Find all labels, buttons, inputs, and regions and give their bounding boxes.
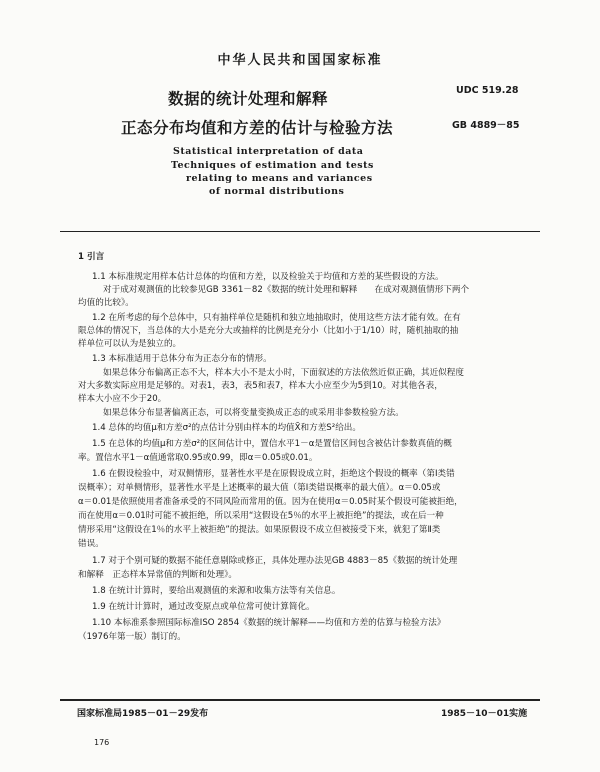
english-title-line: relating to means and variances xyxy=(186,173,373,184)
paragraph-line: 样本大小应不少于20。 xyxy=(78,394,167,404)
paragraph-line: 1.9 在统计计算时，通过改变原点或单位常可使计算简化。 xyxy=(92,602,315,612)
publisher-header: 中华人民共和国国家标准 xyxy=(217,53,383,68)
paragraph-line: 1.4 总体的均值μ和方差σ²的点估计分别由样本的均值X̄和方差S²给出。 xyxy=(92,423,361,433)
paragraph-line: 误概率）；对单侧情形，显著性水平是上述概率的最大值（第Ⅰ类错误概率的最大值）。α＝0.05或 xyxy=(78,483,441,493)
paragraph-line: 对大多数实际应用是足够的。对表1，表3，表5和表7，样本大小应至少为5到10。对其他各表， xyxy=(78,381,443,391)
english-title-line: of normal distributions xyxy=(209,186,345,197)
paragraph-line: 而在使用α＝0.01时可能不被拒绝，所以采用“这假设在5％的水平上被拒绝”的提法，或在后一种 xyxy=(78,511,444,521)
section-heading: 1 引言 xyxy=(78,252,105,262)
paragraph-line: 错误。 xyxy=(78,539,104,549)
effective-date: 1985－10－01实施 xyxy=(441,709,528,719)
paragraph-line: 1.6 在假设检验中，对双侧情形，显著性水平是在原假设成立时，拒绝这个假设的概率（第Ⅰ类错 xyxy=(92,469,455,479)
udc-code: UDC 519.28 xyxy=(456,85,519,96)
paragraph-line: 1.8 在统计计算时，要给出观测值的来源和收集方法等有关信息。 xyxy=(92,586,341,596)
paragraph-line: α＝0.01是依照使用者准备承受的不同风险而常用的值。因为在使用α＝0.05时某个假设可能被拒绝， xyxy=(78,497,463,507)
bottom-rule xyxy=(60,699,540,701)
paragraph-line: 情形采用“这假设在1％的水平上被拒绝”的提法。如果原假设不成立但被接受下来，就犯了第Ⅱ类 xyxy=(78,525,441,535)
paragraph-line: 1.2 在所考虑的每个总体中，只有抽样单位是随机和独立地抽取时，使用这些方法才能有效。在有 xyxy=(92,313,461,323)
paragraph-line: 和解释 正态样本异常值的判断和处理》。 xyxy=(78,570,237,580)
paragraph-line: 均值的比较》。 xyxy=(78,298,134,308)
paragraph-line: 如果总体分布显著偏离正态，可以将变量变换成正态的或采用非参数检验方法。 xyxy=(103,408,404,418)
english-title-line: Techniques of estimation and tests xyxy=(171,160,374,171)
top-rule xyxy=(60,231,540,232)
page-number: 176 xyxy=(94,738,110,747)
issue-date: 国家标准局1985－01－29发布 xyxy=(77,709,209,719)
paragraph-line: 1.5 在总体的均值μ和方差σ²的区间估计中，置信水平1－α是置信区间包含被估计参数真值的概 xyxy=(92,439,452,449)
paragraph-line: 限总体的情况下，当总体的大小是充分大或抽样的比例是充分小（比如小于1/10）时，随机抽取的抽 xyxy=(78,326,459,336)
paragraph-line: 1.1 本标准规定用样本估计总体的均值和方差，以及检验关于均值和方差的某些假设的方法。 xyxy=(92,272,444,282)
paragraph-line: 1.10 本标准系参照国际标准ISO 2854《数据的统计解释——均值和方差的估算与检验方法》 xyxy=(92,618,446,628)
gb-number: GB 4889－85 xyxy=(452,120,520,131)
paragraph-line: 1.7 对于个别可疑的数据不能任意剔除或修正，具体处理办法见GB 4883－85《数据的统计处理 xyxy=(92,556,458,566)
english-title-line: Statistical interpretation of data xyxy=(173,146,364,157)
title-line-1: 数据的统计处理和解释 xyxy=(168,90,329,108)
paragraph-line: 对于成对观测值的比较参见GB 3361－82《数据的统计处理和解释 在成对观测值情形下两个 xyxy=(103,285,470,295)
paragraph-line: （1976年第一版）制订的。 xyxy=(78,632,186,642)
title-line-2: 正态分布均值和方差的估计与检验方法 xyxy=(121,119,394,137)
paragraph-line: 1.3 本标准适用于总体分布为正态分布的情形。 xyxy=(92,354,272,364)
paragraph-line: 率。置信水平1－α值通常取0.95或0.99，即α＝0.05或0.01。 xyxy=(78,453,318,463)
paragraph-line: 如果总体分布偏离正态不大，样本大小不是太小时，下面叙述的方法依然近似正确，其近似程度 xyxy=(103,368,464,378)
paragraph-line: 样单位可以认为是独立的。 xyxy=(78,339,182,349)
